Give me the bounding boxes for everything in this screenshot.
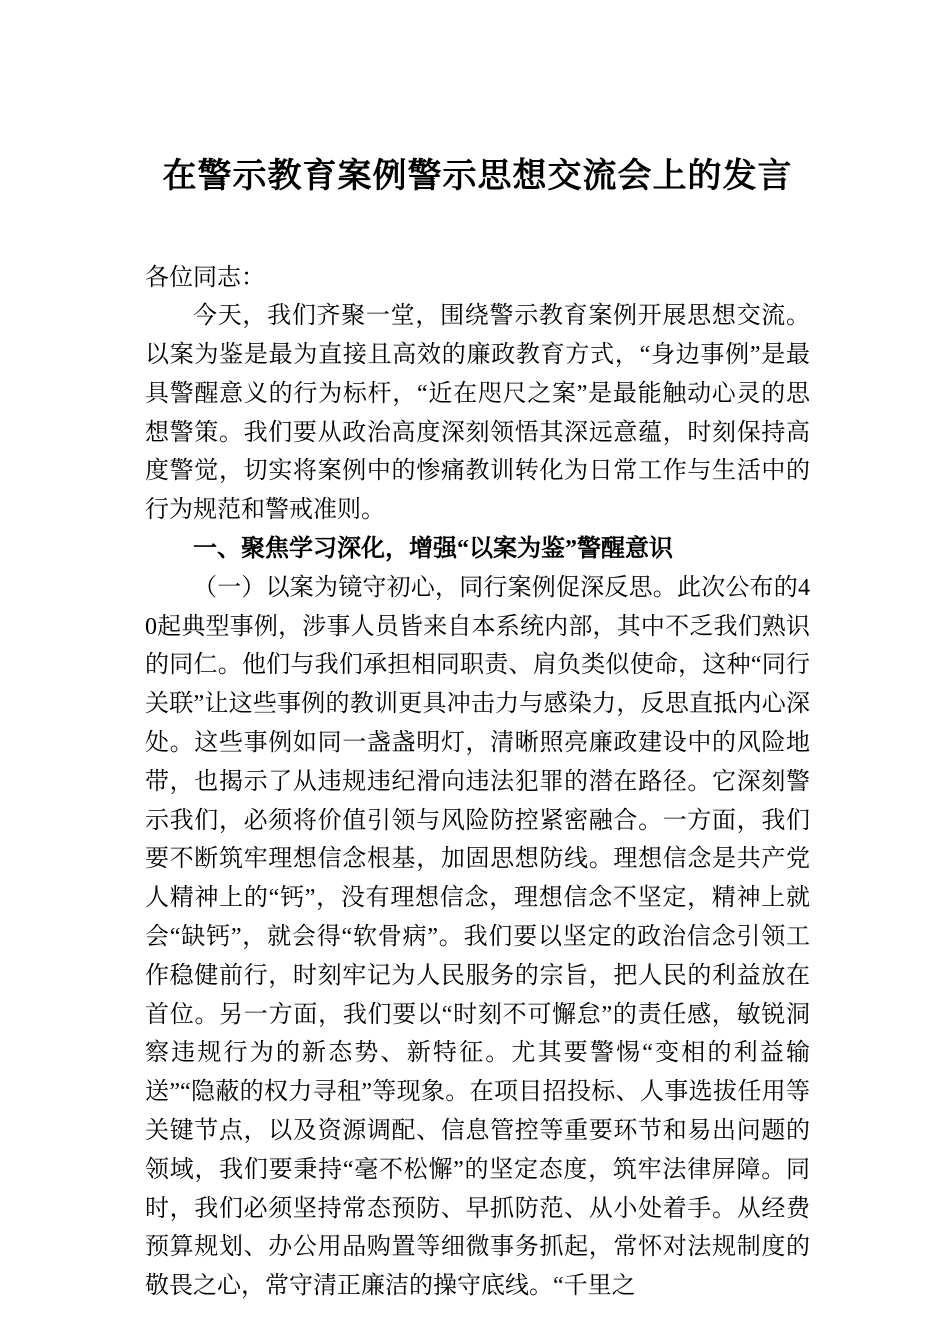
paragraph-section-1-1: （一）以案为镜守初心，同行案例促深反思。此次公布的40起典型事例，涉事人员皆来自本系统内部，其中不乏我们熟识的同仁。他们与我们承担相同职责、肩负类似使命，这种“同行关联”让这些事例的教训更具冲击力与感染力，反思直抵内心深处。这些事例如同一盏盏明灯，清晰照亮廉政建设中的风险地带，也揭示了从违规违纪滑向违法犯罪的潜在路径。它深刻警示我们，必须将价值引领与风险防控紧密融合。一方面，我们要不断筑牢理想信念根基，加固思想防线。理想信念是共产党人精神上的“钙”，没有理想信念，理想信念不坚定，精神上就会“缺钙”，就会得“软骨病”。我们要以坚定的政治信念引领工作稳健前行，时刻牢记为人民服务的宗旨，把人民的利益放在首位。另一方面，我们要以“时刻不可懈怠”的责任感，敏锐洞察违规行为的新态势、新特征。尤其要警惕“变相的利益输送”“隐蔽的权力寻租”等现象。在项目招投标、人事选拔任用等关键节点，以及资源调配、信息管控等重要环节和易出问题的领域，我们要秉持“毫不松懈”的坚定态度，筑牢法律屏障。同时，我们必须坚持常态预防、早抓防范、从小处着手。从经费预算规划、办公用品购置等细微事务抓起，常怀对法规制度的敬畏之心，常守清正廉洁的操守底线。“千里之 — [145, 574, 810, 1300]
document-title: 在警示教育案例警示思想交流会上的发言 — [162, 158, 793, 195]
section-heading-1: 一、聚焦学习深化，增强“以案为鉴”警醒意识 — [193, 536, 673, 563]
salutation: 各位同志： — [145, 264, 265, 291]
paragraph-intro: 今天，我们齐聚一堂，围绕警示教育案例开展思想交流。以案为鉴是最为直接且高效的廉政教育方式，“身边事例”是最具警醒意义的行为标杆，“近在咫尺之案”是最能触动心灵的思想警策。我们要从政治高度深刻领悟其深远意蕴，时刻保持高度警觉，切实将案例中的惨痛教训转化为日常工作与生活中的行为规范和警戒准则。 — [145, 303, 810, 524]
